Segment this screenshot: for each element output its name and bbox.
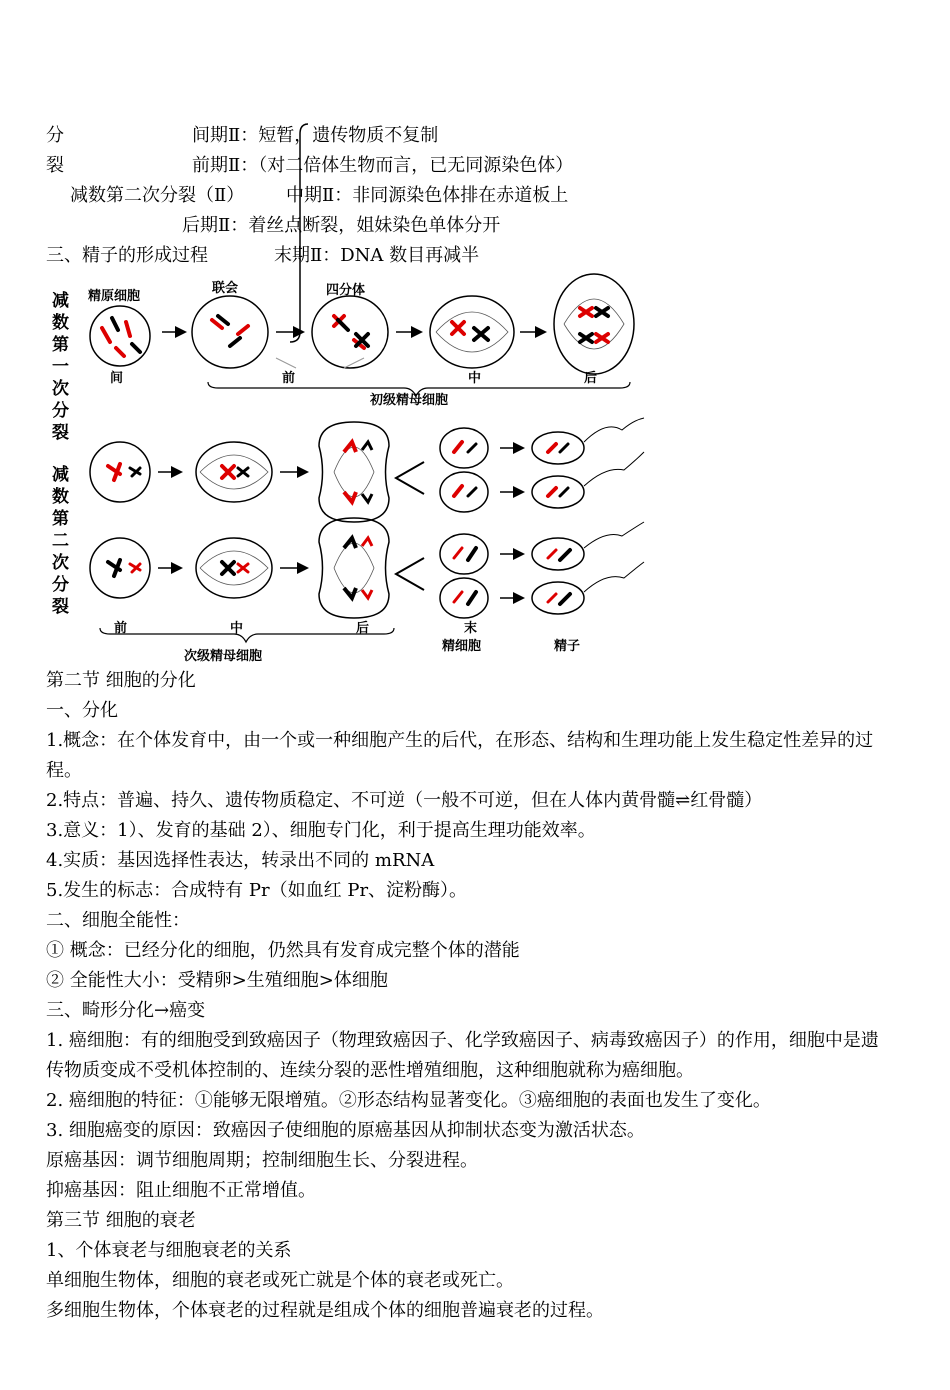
paragraph-cancer-cause: 3. 细胞癌变的原因：致癌因子使细胞的原癌基因从抑制状态变为激活状态。: [46, 1120, 645, 1141]
cell-prophase2-a: [90, 442, 150, 502]
cell-prophase2-b: [90, 538, 150, 598]
stage1-char-0: 减: [52, 291, 69, 311]
paragraph-essence: 4.实质：基因选择性表达，转录出不同的 mRNA: [46, 850, 435, 871]
paragraph-features: 2.特点：普遍、持久、遗传物质稳定、不可逆（一般不可逆，但在人体内黄骨髓⇌红骨髓）: [46, 790, 763, 811]
spermatogenesis-diagram: [44, 270, 664, 665]
paragraph-totipotency-concept: ① 概念：已经分化的细胞，仍然具有发育成完整个体的潜能: [46, 940, 520, 961]
cell-anaphase2-a: [319, 422, 389, 522]
stage2-vertical-label: [52, 464, 69, 617]
cell-synapsis: [192, 296, 268, 368]
anaphase-2-text: 后期Ⅱ：着丝点断裂，姐妹染色单体分开: [182, 215, 501, 236]
stage1-vertical-label: [52, 290, 69, 443]
sperm-a2: [532, 452, 644, 508]
label-ana2: 后: [356, 621, 370, 636]
subheading-totipotency: 二、细胞全能性：: [46, 910, 190, 931]
label-pro: 前: [282, 371, 296, 386]
stage1-char-3: 一: [52, 357, 69, 377]
outline-char-lie: 裂: [46, 155, 64, 176]
label-ana: 后: [584, 371, 598, 386]
label-secondary: 次级精母细胞: [184, 649, 263, 664]
paragraph-multicellular: 多细胞生物体，个体衰老的过程就是组成个体的细胞普遍衰老的过程。: [46, 1300, 604, 1321]
section-heading-aging: 第三节 细胞的衰老: [46, 1210, 196, 1231]
prophase-2-text: 前期Ⅱ：（对二倍体生物而言，已无同源染色体）: [192, 155, 574, 176]
section-heading-differentiation: 第二节 细胞的分化: [46, 670, 196, 691]
label-inter: 间: [110, 371, 124, 386]
cell-anaphase1: [554, 274, 634, 374]
stage2-char-6: 裂: [52, 597, 69, 617]
label-synapsis: 联会: [212, 281, 239, 296]
paragraph-cancer-features: 2. 癌细胞的特征：①能够无限增殖。②形态结构显著变化。③癌细胞的表面也发生了变化。: [46, 1090, 771, 1111]
sperm-b2: [532, 562, 644, 614]
paragraph-proto-oncogene: 原癌基因：调节细胞周期；控制细胞生长、分裂进程。: [46, 1150, 478, 1171]
stage2-char-4: 次: [52, 553, 69, 573]
sperm-b1: [532, 522, 644, 570]
label-spermatogonium: 精原细胞: [88, 289, 141, 304]
stage2-char-2: 第: [52, 509, 69, 529]
label-meta2: 中: [230, 621, 244, 636]
stage1-char-1: 数: [52, 313, 69, 333]
meiosis-2-label: 减数第二次分裂（Ⅱ）: [70, 185, 245, 206]
label-telo2: 末: [464, 621, 478, 636]
stage1-char-2: 第: [52, 335, 69, 355]
cell-anaphase2-b: [319, 518, 389, 618]
label-primary: 初级精母细胞: [370, 393, 449, 408]
label-spermatid: 精细胞: [442, 639, 482, 654]
metaphase-2-text: 中期Ⅱ：非同源染色体排在赤道板上: [286, 185, 569, 206]
subheading-aging-relation: 1、个体衰老与细胞衰老的关系: [46, 1240, 292, 1261]
section-heading-sperm-formation: 三、精子的形成过程: [46, 245, 208, 266]
stage1-char-4: 次: [52, 379, 69, 399]
cell-metaphase1: [430, 296, 514, 368]
stage1-char-5: 分: [52, 401, 69, 421]
paragraph-cancer-cell: 1. 癌细胞：有的细胞受到致癌因子（物理致癌因子、化学致癌因子、病毒致癌因子）的作用，细胞中是遗传物质变成不受机体控制的、连续分裂的恶性增殖细胞，这种细胞就称为癌细胞。: [46, 1030, 879, 1081]
cell-spermatid-b2: [440, 578, 488, 618]
label-pro2: 前: [114, 621, 128, 636]
stage1-char-6: 裂: [52, 423, 69, 443]
cell-metaphase2-a: [196, 442, 272, 502]
stage2-char-5: 分: [52, 575, 69, 595]
telophase-2-text: 末期Ⅱ：DNA 数目再减半: [274, 245, 480, 266]
paragraph-tumor-suppressor: 抑癌基因：阻止细胞不正常增值。: [46, 1180, 316, 1201]
label-tetrad: 四分体: [326, 283, 366, 298]
outline-char-fen: 分: [46, 125, 64, 146]
paragraph-significance: 3.意义：1）、发育的基础 2）、细胞专门化，利于提高生理功能效率。: [46, 820, 596, 841]
interphase-2-text: 间期Ⅱ：短暂，遗传物质不复制: [192, 125, 439, 146]
subheading-differentiation: 一、分化: [46, 700, 118, 721]
stage2-char-3: 二: [52, 531, 69, 551]
cell-interphase: [90, 306, 150, 366]
paragraph-marker: 5.发生的标志：合成特有 Pr（如血红 Pr、淀粉酶）。: [46, 880, 468, 901]
paragraph-unicellular: 单细胞生物体，细胞的衰老或死亡就是个体的衰老或死亡。: [46, 1270, 514, 1291]
stage2-char-1: 数: [52, 487, 69, 507]
label-meta: 中: [468, 371, 482, 386]
subheading-cancer: 三、畸形分化→癌变: [46, 1000, 206, 1021]
cell-spermatid-a1: [440, 428, 488, 468]
cell-spermatid-b1: [440, 534, 488, 574]
label-sperm: 精子: [554, 639, 581, 654]
sperm-a1: [532, 418, 644, 464]
cell-spermatid-a2: [440, 472, 488, 512]
stage2-char-0: 减: [52, 465, 69, 485]
cell-tetrad: [312, 296, 388, 368]
cell-metaphase2-b: [196, 538, 272, 598]
paragraph-totipotency-size: ② 全能性大小：受精卵>生殖细胞>体细胞: [46, 970, 388, 991]
paragraph-concept: 1.概念：在个体发育中，由一个或一种细胞产生的后代，在形态、结构和生理功能上发生稳定性差异的过程。: [46, 730, 874, 781]
